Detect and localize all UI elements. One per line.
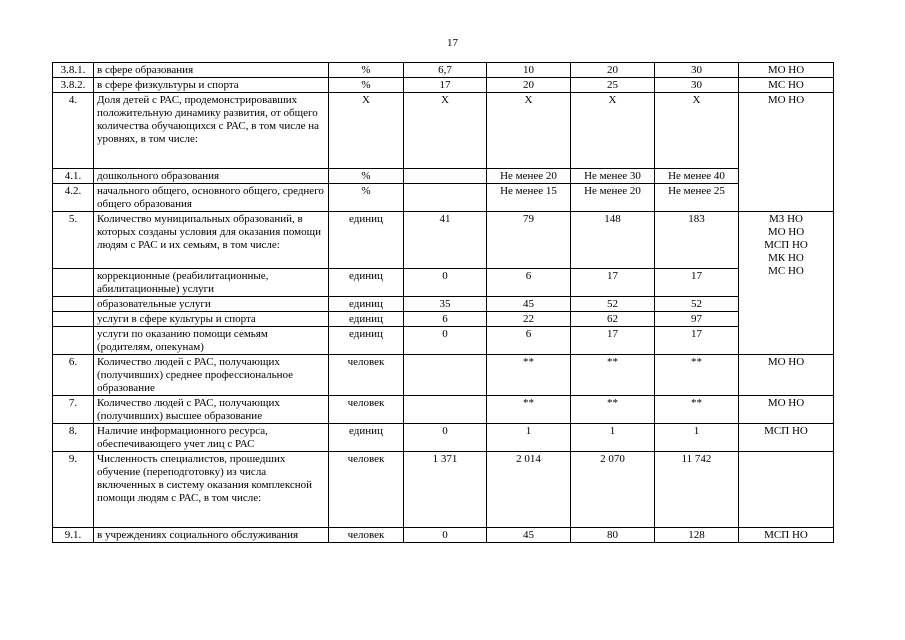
- row-number: 3.8.2.: [53, 78, 94, 93]
- unit-cell: единиц: [329, 312, 404, 327]
- value-cell: 17: [571, 269, 655, 297]
- indicator-name: услуги по оказанию помощи семьям (родителям, опекунам): [94, 327, 329, 355]
- value-cell: 41: [404, 212, 487, 269]
- unit-cell: человек: [329, 355, 404, 396]
- value-cell: 97: [655, 312, 739, 327]
- table-row: [53, 396, 834, 424]
- value-cell: 6: [404, 312, 487, 327]
- value-cell: 25: [571, 78, 655, 93]
- table-row: [53, 452, 834, 528]
- value-cell: 6: [487, 269, 571, 297]
- unit-cell: единиц: [329, 327, 404, 355]
- table-row: [53, 297, 834, 312]
- value-cell: 128: [655, 528, 739, 543]
- indicator-name: начального общего, основного общего, среднего общего образования: [94, 184, 329, 212]
- indicator-name: образовательные услуги: [94, 297, 329, 312]
- value-cell: 6: [487, 327, 571, 355]
- value-cell: 0: [404, 327, 487, 355]
- unit-cell: единиц: [329, 297, 404, 312]
- value-cell: Не менее 40: [655, 169, 739, 184]
- indicator-name: Количество муниципальных образований, в которых созданы условия для оказания помощи людям с РАС и их семьям, в том числе:: [94, 212, 329, 269]
- value-cell: 6,7: [404, 63, 487, 78]
- responsible-body: МЗ НО: [769, 213, 803, 225]
- value-cell: 30: [655, 63, 739, 78]
- value-cell: Х: [404, 93, 487, 169]
- value-cell: **: [571, 355, 655, 396]
- value-cell: 10: [487, 63, 571, 78]
- responsible-cell: МСП НО: [739, 424, 834, 452]
- row-number: 5.: [53, 212, 94, 269]
- indicator-name: в сфере образования: [94, 63, 329, 78]
- row-number: 4.1.: [53, 169, 94, 184]
- indicator-name: дошкольного образования: [94, 169, 329, 184]
- row-number: 7.: [53, 396, 94, 424]
- value-cell: Не менее 20: [571, 184, 655, 212]
- value-cell: Не менее 30: [571, 169, 655, 184]
- responsible-cell: [739, 212, 834, 355]
- value-cell: 11 742: [655, 452, 739, 528]
- value-cell: 1: [655, 424, 739, 452]
- value-cell: 35: [404, 297, 487, 312]
- value-cell: 0: [404, 528, 487, 543]
- responsible-cell: МО НО: [739, 355, 834, 396]
- table-row: [53, 269, 834, 297]
- value-cell: 0: [404, 269, 487, 297]
- responsible-cell: МО НО: [739, 396, 834, 424]
- indicator-name: Численность специалистов, прошедших обучение (переподготовку) из числа включенных в систему оказания комплексной помощи людям с РАС, в том числе:: [94, 452, 329, 528]
- row-number: [53, 312, 94, 327]
- value-cell: 30: [655, 78, 739, 93]
- unit-cell: единиц: [329, 269, 404, 297]
- unit-cell: %: [329, 63, 404, 78]
- value-cell: Х: [487, 93, 571, 169]
- value-cell: 80: [571, 528, 655, 543]
- responsible-body: МС НО: [768, 265, 804, 277]
- value-cell: 20: [571, 63, 655, 78]
- value-cell: 1: [487, 424, 571, 452]
- indicator-name: в сфере физкультуры и спорта: [94, 78, 329, 93]
- value-cell: 17: [655, 327, 739, 355]
- value-cell: [404, 169, 487, 184]
- value-cell: 17: [655, 269, 739, 297]
- row-number: 4.: [53, 93, 94, 169]
- value-cell: 20: [487, 78, 571, 93]
- indicator-name: услуги в сфере культуры и спорта: [94, 312, 329, 327]
- value-cell: Не менее 25: [655, 184, 739, 212]
- table-row: [53, 93, 834, 169]
- value-cell: **: [655, 355, 739, 396]
- value-cell: Х: [655, 93, 739, 169]
- row-number: 3.8.1.: [53, 63, 94, 78]
- value-cell: **: [487, 355, 571, 396]
- table-row: [53, 424, 834, 452]
- indicator-name: в учреждениях социального обслуживания: [94, 528, 329, 543]
- value-cell: 45: [487, 297, 571, 312]
- value-cell: 1 371: [404, 452, 487, 528]
- indicator-name: Количество людей с РАС, получающих (получивших) среднее профессиональное образование: [94, 355, 329, 396]
- value-cell: 52: [571, 297, 655, 312]
- value-cell: 17: [404, 78, 487, 93]
- row-number: 8.: [53, 424, 94, 452]
- value-cell: 0: [404, 424, 487, 452]
- indicator-name: коррекционные (реабилитационные, абилитационные) услуги: [94, 269, 329, 297]
- row-number: 9.1.: [53, 528, 94, 543]
- row-number: 4.2.: [53, 184, 94, 212]
- responsible-body: МО НО: [767, 226, 805, 238]
- value-cell: 62: [571, 312, 655, 327]
- unit-cell: %: [329, 184, 404, 212]
- value-cell: **: [655, 396, 739, 424]
- unit-cell: человек: [329, 396, 404, 424]
- unit-cell: человек: [329, 452, 404, 528]
- row-number: 9.: [53, 452, 94, 528]
- indicator-name: Доля детей с РАС, продемонстрировавших положительную динамику развития, от общего количества обучающихся с РАС, в том числе на уровнях, в том числе:: [94, 93, 329, 169]
- responsible-body: МК НО: [768, 252, 804, 264]
- row-number: 6.: [53, 355, 94, 396]
- indicators-table: [52, 62, 834, 543]
- table-row: [53, 528, 834, 543]
- responsible-cell: МО НО: [739, 93, 834, 212]
- value-cell: [404, 184, 487, 212]
- value-cell: 79: [487, 212, 571, 269]
- value-cell: Х: [571, 93, 655, 169]
- value-cell: 22: [487, 312, 571, 327]
- value-cell: 2 070: [571, 452, 655, 528]
- value-cell: 17: [571, 327, 655, 355]
- value-cell: [404, 355, 487, 396]
- unit-cell: %: [329, 78, 404, 93]
- unit-cell: единиц: [329, 212, 404, 269]
- unit-cell: %: [329, 169, 404, 184]
- table-row: [53, 63, 834, 78]
- value-cell: **: [487, 396, 571, 424]
- responsible-cell: [739, 452, 834, 528]
- table-row: [53, 78, 834, 93]
- unit-cell: единиц: [329, 424, 404, 452]
- row-number: [53, 269, 94, 297]
- value-cell: 45: [487, 528, 571, 543]
- value-cell: [404, 396, 487, 424]
- table-row: [53, 184, 834, 212]
- value-cell: 52: [655, 297, 739, 312]
- responsible-cell: МСП НО: [739, 528, 834, 543]
- value-cell: Не менее 15: [487, 184, 571, 212]
- unit-cell: Х: [329, 93, 404, 169]
- value-cell: 2 014: [487, 452, 571, 528]
- value-cell: **: [571, 396, 655, 424]
- value-cell: 183: [655, 212, 739, 269]
- unit-cell: человек: [329, 528, 404, 543]
- responsible-cell: МО НО: [739, 63, 834, 78]
- indicator-name: Количество людей с РАС, получающих (получивших) высшее образование: [94, 396, 329, 424]
- page-number: 17: [447, 37, 458, 49]
- table-row: [53, 355, 834, 396]
- value-cell: 1: [571, 424, 655, 452]
- responsible-body: МСП НО: [764, 239, 808, 251]
- table-row: [53, 327, 834, 355]
- indicator-name: Наличие информационного ресурса, обеспечивающего учет лиц с РАС: [94, 424, 329, 452]
- table-row: [53, 169, 834, 184]
- table-row: [53, 212, 834, 269]
- row-number: [53, 327, 94, 355]
- row-number: [53, 297, 94, 312]
- responsible-cell: МС НО: [739, 78, 834, 93]
- value-cell: Не менее 20: [487, 169, 571, 184]
- value-cell: 148: [571, 212, 655, 269]
- table-row: [53, 312, 834, 327]
